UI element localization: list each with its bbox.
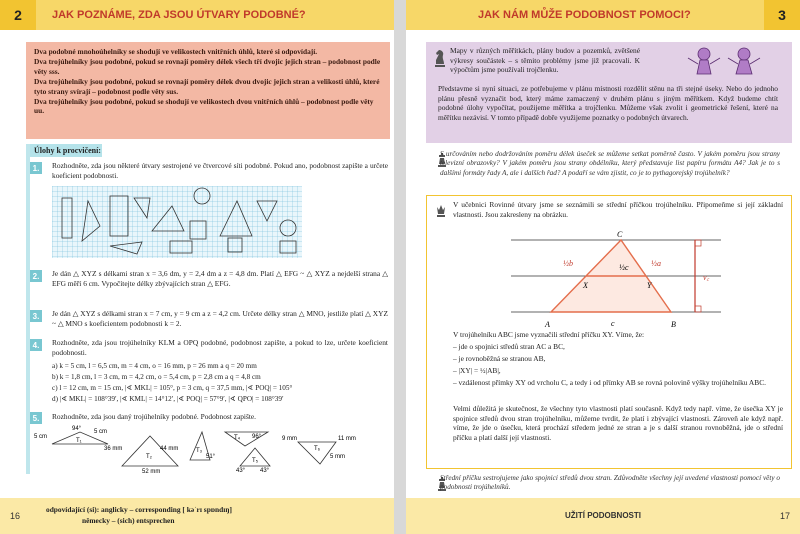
t2-label: T₂ bbox=[146, 454, 152, 460]
task-text-2: Je dán △ XYZ s délkami stran x = 3,6 dm, y = 2,4 dm a z = 4,8 dm. Platí △ EFG ~ △ XYZ a nejdelší strana △ EFG měří 6 cm. Vypočítejte délky zbývajících stran △ EFG. bbox=[52, 269, 388, 288]
right-footer bbox=[406, 498, 800, 534]
right-page bbox=[406, 0, 800, 534]
right-page-title: JAK NÁM MŮŽE PODOBNOST POMOCI? bbox=[478, 9, 691, 21]
tasks-section bbox=[26, 144, 390, 474]
midpoint-X-label: X bbox=[583, 281, 588, 290]
chess-knight-icon bbox=[432, 48, 448, 68]
footer-translation-english: odpovídající (si): anglicky – corresponding [ kəˈrɪ spɒndɪŋ] bbox=[46, 505, 232, 514]
left-page-number: 2 bbox=[0, 0, 36, 30]
intro-paragraph-1: Mapy v různých měřítkách, plány budov a pozemků, zvětšené výkresy součástek – s těmito problémy jsme již pracovali. K výpočtům jsme používali trojčlenku. bbox=[450, 46, 640, 75]
half-b-label: ½b bbox=[563, 259, 573, 268]
t2-side-c: 52 mm bbox=[142, 469, 161, 474]
left-header bbox=[0, 0, 394, 30]
midline-outro: Velmi důležitá je skutečnost, že všechny tyto vlastnosti platí současně. Když tedy např. víme, že úsečka XY je spojnice středů dvou stran trojúhelníku, můžeme tvrdit, že platí i zbývající vlastnosti. Zároveň ale když např. víme, že jde o úsečku, která prochází středem jedné ze stran a je s další stranou rovnoběžná, jde o střední příčku a platí další její vlastnosti. bbox=[453, 404, 783, 442]
t4-label: T₄ bbox=[234, 435, 241, 441]
t2-side-b: 44 mm bbox=[160, 446, 179, 452]
t2-side-a: 36 mm bbox=[104, 446, 123, 452]
task-text-3: Je dán △ XYZ s délkami stran x = 7 cm, y = 9 cm a z = 4,2 cm. Určete délky stran △ MNO, jestliže platí △ XYZ ~ △ MNO s koeficientem podobnosti k = 2. bbox=[52, 309, 388, 328]
t1-angle: 94° bbox=[72, 426, 82, 432]
midline-bullet-1: – jde o spojnici středů stran AC a BC, bbox=[453, 342, 565, 351]
definition-2: Dva trojúhelníky jsou podobné, pokud se rovnají poměry délek všech tří dvojic jejich stran – podobnost podle věty sss. bbox=[34, 56, 381, 76]
task4-item-a: a) k = 5 cm, l = 6,5 cm, m = 4 cm, o = 16 mm, p = 26 mm a q = 20 mm bbox=[52, 362, 257, 370]
final-question: Střední příčku sestrojujeme jako spojnici středů dvou stran. Zdůvodněte všechny její uvedené vlastnosti pomocí věty o podobnosti trojúhelníků. bbox=[440, 474, 780, 492]
right-footer-page-number: 17 bbox=[779, 511, 790, 521]
t6-side-c: 5 mm bbox=[330, 454, 345, 460]
left-footer bbox=[0, 498, 394, 534]
task-text-5: Rozhodněte, zda jsou daný trojúhelníky podobné. Podobnost zapište. bbox=[52, 412, 257, 421]
intro-box bbox=[426, 42, 792, 143]
task-number-1: 1. bbox=[30, 162, 42, 174]
midline-bullet-2: – je rovnoběžná se stranou AB, bbox=[453, 354, 546, 363]
task4-item-c: c) l = 12 cm, m = 15 cm, |∢ MKL| = 105°, p = 3 cm, q = 37,5 mm, |∢ POQ| = 105° bbox=[52, 384, 293, 392]
vertex-C-label: C bbox=[617, 230, 623, 239]
midline-bullet-4: – vzdálenost přímky XY od vrcholu C, a tedy i od přímky AB se rovná polovině výšky trojúhelníku ABC. bbox=[453, 378, 766, 387]
task-number-2: 2. bbox=[30, 270, 42, 282]
chess-queen-icon bbox=[435, 202, 447, 218]
midline-box bbox=[426, 195, 792, 469]
half-a-label: ½a bbox=[651, 259, 661, 268]
task4-item-d: d) |∢ MKL| = 108°39′, |∢ KML| = 14°12′, |∢ POQ| = 57°9′, |∢ QPO| = 108°39′ bbox=[52, 395, 284, 403]
task-text-1: Rozhodněte, zda jsou některé útvary sestrojené ve čtvercové síti podobné. Pokud ano, podobnost zapište a určete koeficient podobnosti. bbox=[52, 161, 388, 180]
left-footer-page-number: 16 bbox=[10, 511, 21, 521]
midline-lead: V trojúhelníku ABC jsme vyznačili střední příčku XY. Víme, že: bbox=[453, 330, 645, 339]
t5-angle-2: 43° bbox=[260, 468, 270, 474]
definitions-box bbox=[26, 42, 390, 139]
t1-side-a: 5 cm bbox=[34, 434, 48, 440]
tasks-title: Úlohy k procvičení: bbox=[30, 144, 102, 157]
height-vc-label: v꜀ bbox=[703, 273, 710, 282]
midline-intro: V učebnici Rovinné útvary jsme se seznámili se střední příčkou trojúhelníku. Připomeňme si její základní vlastnosti. Jsou zakresleny na obrázku. bbox=[453, 200, 783, 219]
task4-item-b: b) k = 1,8 cm, l = 3 cm, m = 4,2 cm, o = 5,4 cm, p = 2,8 cm a q = 4,8 cm bbox=[52, 373, 261, 381]
definition-4: Dva trojúhelníky jsou podobné, pokud se shodují ve velikostech dvou vnitřních úhlů – podobnost podle věty uu. bbox=[34, 96, 374, 116]
task-number-3: 3. bbox=[30, 310, 42, 322]
intro-paragraph-2: Představme si nyní situaci, ze potřebujeme v plánu místnosti rozdělit stěnu na tři stejné úseky. Nebo do jednoho plánu přesně vyznačit bod, který máme zamaczený v druhém plánu s jiným měřítkem. Když budeme chtít podobné úlohy vypočítat, použijeme měřítka a trojčlenku. Můžeme však zvolit i geometrické řešení, které na měřítku nezávisí. V tomto případě dobře využijeme poznatky o podobných útvarech. bbox=[438, 84, 778, 122]
right-page-number: 3 bbox=[764, 0, 800, 30]
vertex-A-label: A bbox=[545, 320, 550, 329]
side-c-label: c bbox=[611, 319, 615, 328]
midline-bullet-3: – |XY| = ½|AB|, bbox=[453, 366, 501, 375]
t1-side-b: 5 cm bbox=[94, 429, 108, 435]
right-header bbox=[406, 0, 800, 30]
definition-1: Dva podobné mnohoúhelníky se shodují ve velikostech vnitřních úhlů, které si odpovídají. bbox=[34, 47, 318, 56]
t3-angle: 51° bbox=[206, 454, 216, 460]
t3-label: T₃ bbox=[196, 448, 203, 454]
triangle-midline-diagram bbox=[511, 230, 721, 334]
task-number-4: 4. bbox=[30, 339, 42, 351]
right-footer-title: UŽITÍ PODOBNOSTI bbox=[565, 511, 641, 520]
book-gutter bbox=[394, 0, 406, 534]
half-c-label: ½c bbox=[619, 263, 629, 272]
t4-angle: 96° bbox=[252, 434, 262, 440]
square-grid-figure bbox=[52, 186, 302, 258]
t5-label: T₅ bbox=[252, 458, 259, 464]
definition-3: Dva trojúhelníky jsou podobné, pokud se rovnají poměry délek dvou dvojic jejich stran a velikosti úhlů, které tyto strany svírají – podobnost podle věty sus. bbox=[34, 76, 380, 96]
vertex-B-label: B bbox=[671, 320, 676, 329]
cartoon-figures-icon bbox=[678, 44, 774, 84]
footer-translation-german: německy – (sich) entsprechen bbox=[82, 516, 175, 525]
t6-label: T₆ bbox=[314, 446, 321, 452]
task-text-4: Rozhodněte, zda jsou trojúhelníky KLM a OPQ podobné, podobnost zapište, a pokud to lze, určete koeficient podobnosti. bbox=[52, 338, 388, 357]
question-paragraph: S určováním nebo dodržováním poměru délek úseček se můžeme setkat poměrně často. V jakém poměru jsou strany televizní obrazovky? V jakém poměru jsou strany obdélníku, který představuje list papíru formátu A4? Jak je to s dalšími formáty řady A, ale i dalších řad? A podaří se vám zjistit, co je to pythagorejský trojúhelník? bbox=[440, 150, 780, 177]
t6-side-b: 11 mm bbox=[338, 436, 356, 442]
similar-triangles-figure bbox=[30, 424, 390, 474]
t6-side-a: 9 mm bbox=[282, 436, 297, 442]
task-number-5: 5. bbox=[30, 412, 42, 424]
left-page bbox=[0, 0, 394, 534]
t1-label: T₁ bbox=[76, 438, 82, 444]
midpoint-Y-label: Y bbox=[647, 281, 652, 290]
left-page-title: JAK POZNÁME, ZDA JSOU ÚTVARY PODOBNÉ? bbox=[52, 9, 306, 21]
t5-angle-1: 43° bbox=[236, 468, 246, 474]
